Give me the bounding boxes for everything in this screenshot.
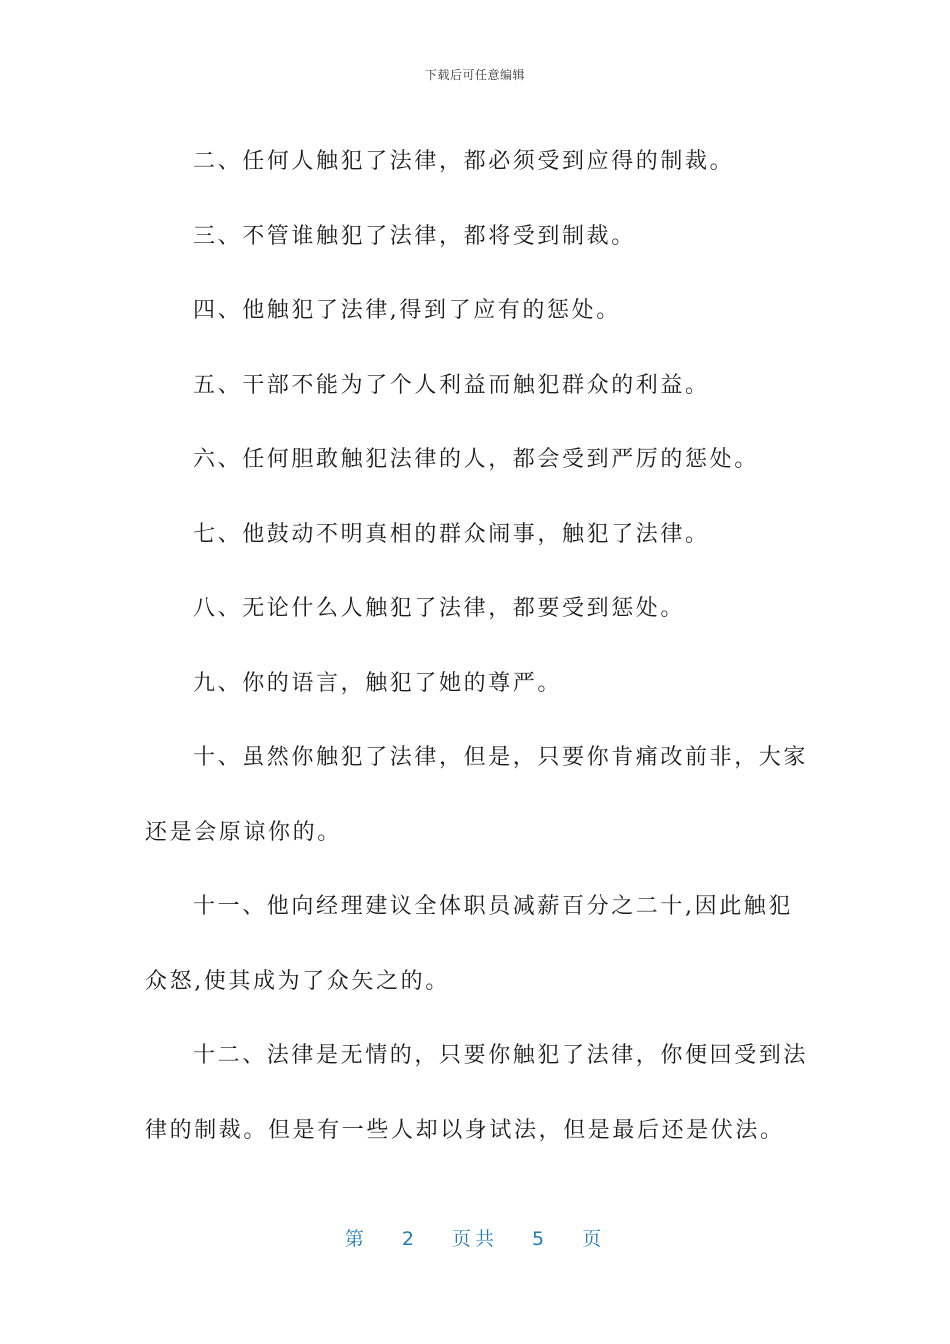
footer-prefix: 第 <box>344 1228 368 1250</box>
footer-total-pages: 5 <box>532 1228 549 1250</box>
document-body <box>145 125 810 1168</box>
paragraph-12: 十二、法律是无情的，只要你触犯了法律，你便回受到法律的制裁。但是有一些人却以身试法，但是最后还是伏法。 <box>145 1043 809 1143</box>
paragraph-8: 八、无论什么人触犯了法律，都要受到惩处。 <box>193 596 686 621</box>
footer-current-page: 2 <box>401 1228 418 1250</box>
paragraph-9: 九、你的语言，触犯了她的尊严。 <box>193 670 563 696</box>
paragraph-10: 十、虽然你触犯了法律，但是，只要你肯痛改前非，大家还是会原谅你的。 <box>145 745 809 845</box>
footer-suffix: 页 <box>582 1228 606 1250</box>
paragraph-3: 三、不管谁触犯了法律，都将受到制裁。 <box>193 223 636 249</box>
paragraph-7: 七、他鼓动不明真相的群众闹事，触犯了法律。 <box>193 521 710 547</box>
paragraph-6: 六、任何胆敢触犯法律的人，都会受到严厉的惩处。 <box>193 447 759 472</box>
page-footer <box>0 1224 950 1251</box>
footer-middle: 页共 <box>451 1228 498 1250</box>
paragraph-5: 五、干部不能为了个人利益而触犯群众的利益。 <box>193 372 710 398</box>
paragraph-4: 四、他触犯了法律,得到了应有的惩处。 <box>193 298 621 323</box>
page-header: 下载后可任意编辑 <box>424 68 525 82</box>
paragraph-2: 二、任何人触犯了法律，都必须受到应得的制裁。 <box>193 149 735 174</box>
paragraph-11: 十一、他向经理建议全体职员减薪百分之二十,因此触犯众怒,使其成为了众矢之的。 <box>145 894 793 994</box>
